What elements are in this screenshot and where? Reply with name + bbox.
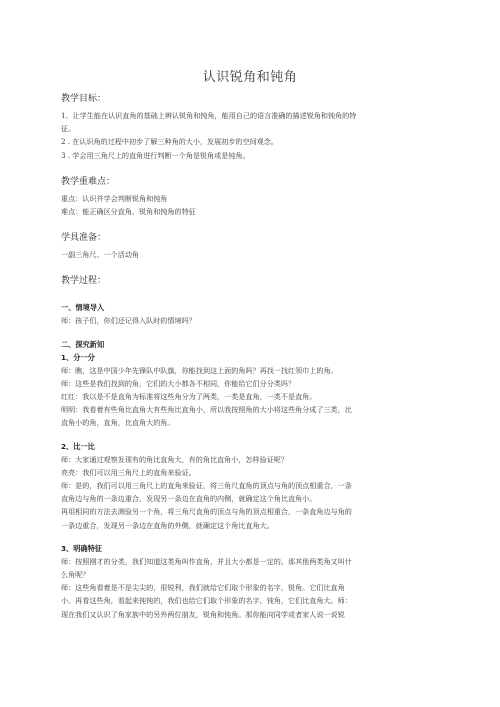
step3-line: 师：这些角看着是不是尖尖的，很锐利，我们就给它们取个形象的名字，锐角。它们比直角 xyxy=(61,583,345,593)
prep-heading: 学具准备： xyxy=(61,233,107,244)
intro-heading: 一、情境导入 xyxy=(61,303,105,313)
step2-heading: 2、比一比 xyxy=(61,441,95,451)
objectives-line: 征。 xyxy=(61,124,76,134)
intro-line: 师：孩子们，你们还记得入队时的情境吗？ xyxy=(61,316,196,326)
step3-line: 么角呢？ xyxy=(61,570,90,580)
step3-line: 师：按照刚才的分类，我们知道这类角叫作直角，并且大小都是一定的。那其他两类角又叫什 xyxy=(61,556,352,566)
keypoints-heading: 教学重难点： xyxy=(61,176,116,187)
objectives-line: 1、让学生能在认识直角的基础上辨认锐角和钝角，能用自己的语言准确的描述锐角和钝角的特 xyxy=(61,111,357,120)
process-section xyxy=(61,275,439,620)
objectives-heading: 教学目标： xyxy=(61,94,107,104)
step1-line: 明明：我看着有些角比直角大有些角比直角小，所以我按照角的大小将这些角分成了三类，比 xyxy=(61,405,352,415)
step2-line: 亮亮：我们可以用三角尺上的直角来验证。 xyxy=(61,467,196,477)
step1-heading: 1、分一分 xyxy=(61,352,95,362)
step1-line: 直角小的角，直角，比直角大的角。 xyxy=(61,418,175,428)
keypoints-section xyxy=(61,176,439,218)
keypoints-line: 难点：能正确区分直角、锐角和钝角的特征 xyxy=(61,207,196,217)
page-title: 认识锐角和钝角 xyxy=(202,70,298,85)
objectives-line: 3 . 学会用三角尺上的直角进行判断一个角是锐角或是钝角。 xyxy=(61,150,250,160)
step3-heading: 3、明确特征 xyxy=(61,543,102,553)
step1-line: 师：这些是我们找到的角，它们的大小都各不相同，你能给它们分分类吗？ xyxy=(61,378,296,388)
step3-line: 现在我们又认识了角家族中的另外两位朋友，锐角和钝角。那你能向同学或者家人说一说锐 xyxy=(61,609,345,619)
step2-line: 一条边重合，发现另一条边在直角的外侧，就确定这个角比直角大。 xyxy=(61,520,274,530)
prep-section xyxy=(61,232,439,261)
step1-line: 师：瞧，这是中国少年先锋队中队旗，你能找到这上面的角吗？再找一找红领巾上的角。 xyxy=(61,365,338,375)
step2-line: 师：大家通过观察发现有的角比直角大，有的角比直角小，怎样验证呢？ xyxy=(61,454,288,464)
step2-line: 师：是的，我们可以用三角尺上的直角来验证，将三角尺直角的顶点与角的顶点相重合，一条 xyxy=(61,481,352,491)
process-heading: 教学过程： xyxy=(61,276,107,287)
step1-line: 红红：我以是不是直角为标准将这些角分为了两类，一类是直角，一类不是直角。 xyxy=(61,392,317,402)
explore-heading: 二、探究新知 xyxy=(61,339,105,349)
objectives-section xyxy=(61,93,439,162)
document-body xyxy=(61,93,439,621)
objectives-line: 2 . 在认识角的过程中初步了解三种角的大小，发展初步的空间观念。 xyxy=(61,137,278,147)
step3-line: 小。再看这些角，看起来钝钝的，我们也给它们取个形象的名字，钝角，它们比直角大。师： xyxy=(61,596,352,606)
step2-line: 再用相同的方法去测验另一个角，将三角尺直角的顶点与角的顶点相重合，一条直角边与角的 xyxy=(61,507,352,517)
keypoints-line: 重点：认识并学会判断锐角和钝角 xyxy=(61,193,168,203)
step2-line: 直角边与角的一条边重合，发现另一条边在直角的内侧，就确定这个角比直角小。 xyxy=(61,494,317,504)
prep-line: 一副三角尺、一个活动角 xyxy=(61,250,140,260)
